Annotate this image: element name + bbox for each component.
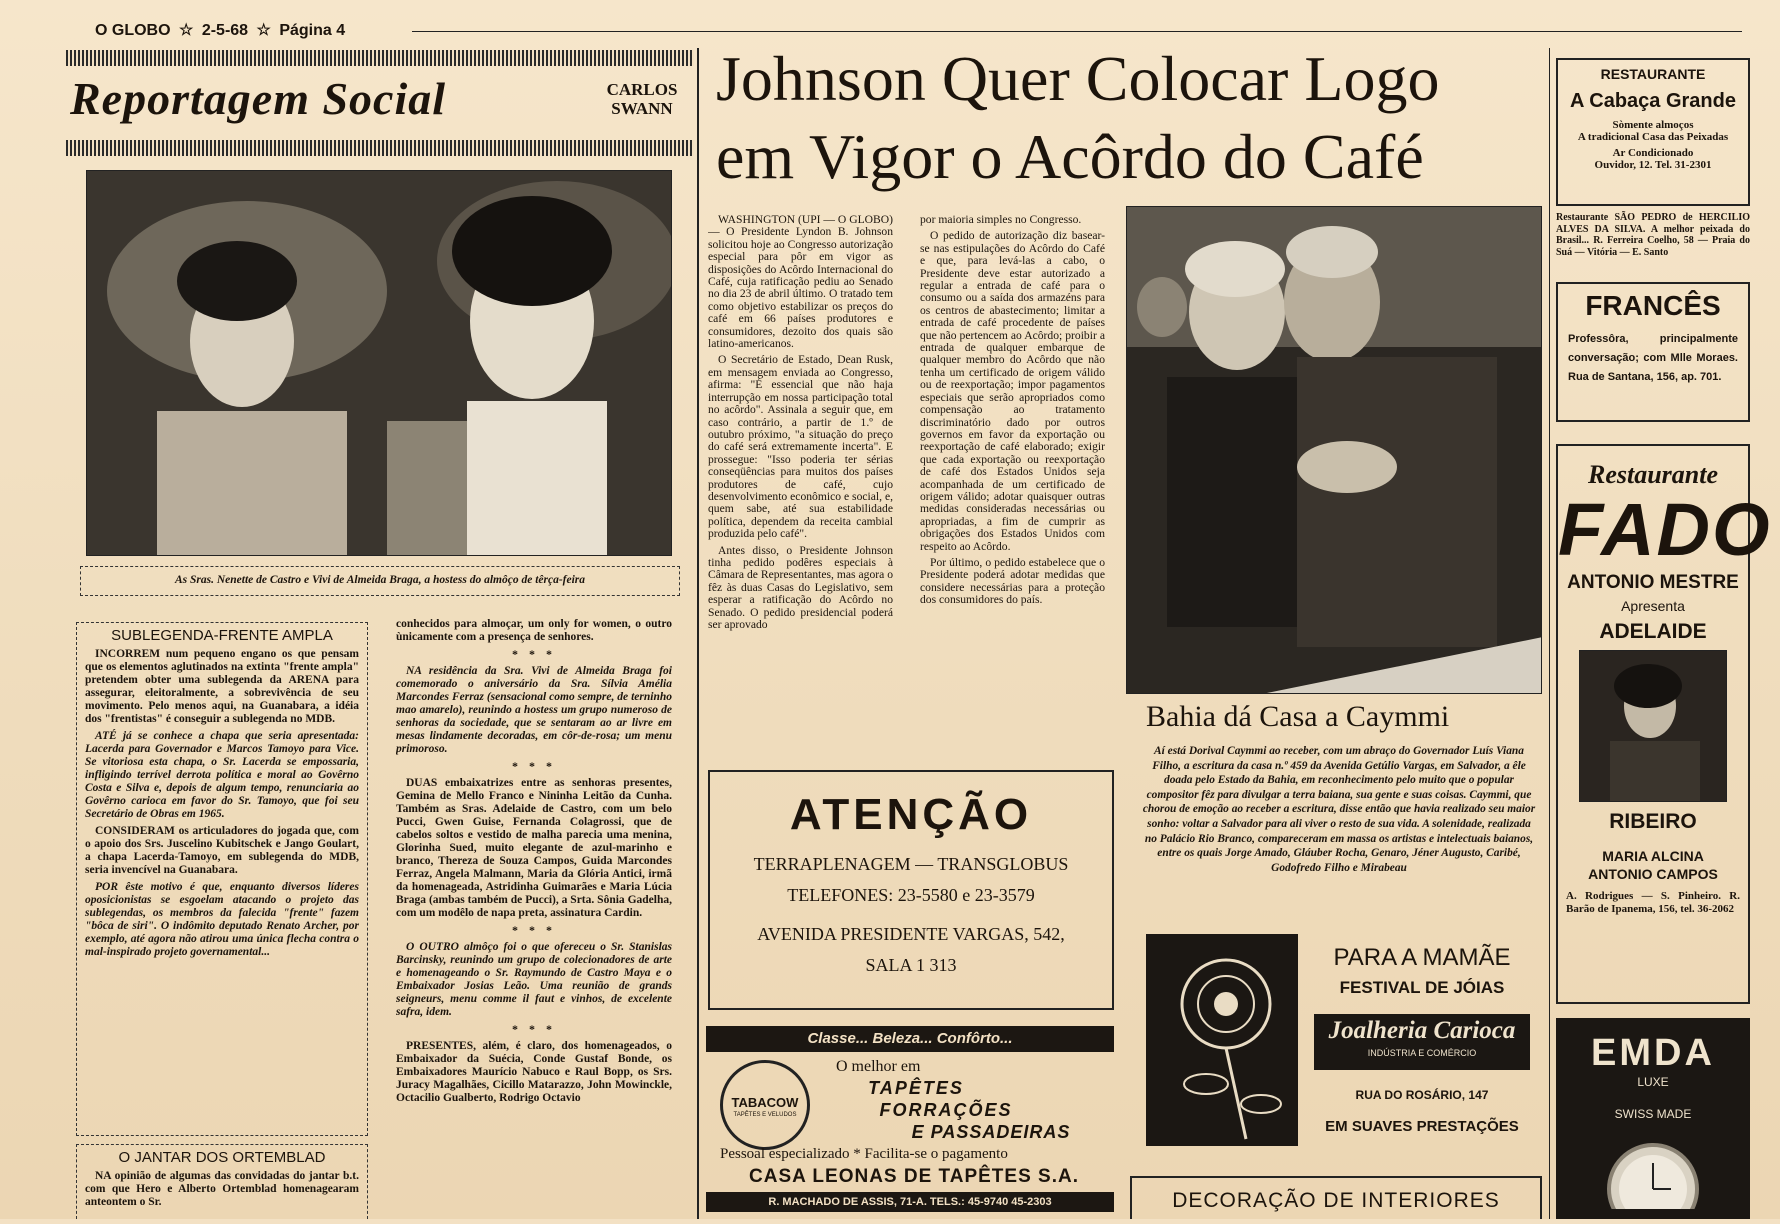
ad-fado-address: A. Rodrigues — S. Pinheiro. R. Barão de Ipanema, 156, tel. 36-2062 bbox=[1566, 890, 1740, 915]
star-icon: ☆ bbox=[179, 22, 194, 39]
ad-decoracao-title: DECORAÇÃO DE INTERIORES bbox=[1172, 1189, 1500, 1212]
separator-stars: * * * bbox=[512, 647, 556, 661]
ad-fado-presents: Apresenta bbox=[1621, 598, 1685, 614]
page-number: Página 4 bbox=[279, 22, 346, 39]
separator-stars: * * * bbox=[512, 923, 556, 937]
ad-tabacow-banner: Classe... Beleza... Confôrto... bbox=[706, 1026, 1114, 1052]
headline-line-2: em Vigor o Acôrdo do Café bbox=[716, 121, 1424, 192]
column-author bbox=[592, 80, 692, 124]
caymmi-photo bbox=[1126, 206, 1542, 694]
ad-cabaca-line-1: Sòmente almoços bbox=[1612, 119, 1694, 131]
ad-fado bbox=[1556, 444, 1772, 1004]
article-p6: Por último, o pedido estabelece que o Presidente poderá adotar medidas que considere necessárias para a proteção dos consumidores do país. bbox=[920, 555, 1105, 607]
ad-fado-artist-3: ANTONIO CAMPOS bbox=[1588, 866, 1718, 882]
column-title: Reportagem Social bbox=[70, 73, 447, 124]
ad-emda bbox=[1556, 1018, 1750, 1219]
caymmi-photo-image bbox=[1127, 207, 1542, 694]
ad-cabaca-line-3: Ar Condicionado bbox=[1612, 147, 1694, 159]
ad-tabacow-line-5: Pessoal especializado * Facilita-se o pagamento bbox=[720, 1146, 1008, 1162]
tabacow-logo-text: TABACOW bbox=[731, 1095, 799, 1110]
social-photo-image bbox=[87, 171, 672, 556]
sublegenda-body bbox=[85, 648, 359, 959]
article-p5: O pedido de autorização diz basear-se nas estipulações do Acôrdo do Café e que, para levá-las a cabo, o Presidente deve estar autorizado a regular a entrada de café para o consumo ou a saída dos armazéns para os centros de abastecimento; limitar a entrada de café procedente de países que não pertencem ao Acôrdo; proibir a entrada de qualquer embarque de qualquer membro do Acôrdo que não tenha um certificado de origem válido ou de reexportação; impor pagamentos especiais que serão apropriados como compensação ao tratamento discriminatório dado por outros governos em favor da exportação ou reexportação de café elaborado; exigir que cada exportação ou reexportação de café dos Estados Unidos seja acompanhada de um certificado de origem válido; adotar quaisquer outras medidas consideradas necessárias ou apropriadas, a fim de cumprir as obrigações dos Estados Unidos com respeito ao Acôrdo. bbox=[920, 229, 1105, 553]
joalheria-brand-box bbox=[1314, 1014, 1530, 1070]
jantar-p1: NA opinião de algumas das convidadas do jantar b.t. com que Hero e Alberto Ortemblad homenagearam anteontem o Sr. bbox=[85, 1170, 359, 1208]
ad-emda-brand: EMDA bbox=[1591, 1032, 1715, 1074]
ad-tabacow-line-2: TAPÊTES bbox=[868, 1078, 964, 1098]
right-column-divider bbox=[1549, 48, 1550, 1219]
separator-stars: * * * bbox=[512, 1022, 556, 1036]
masthead bbox=[95, 20, 415, 42]
sublegenda-box bbox=[76, 622, 368, 1136]
social-p2: DUAS embaixatrizes entre as senhoras presentes, Gemina de Mello Franco e Nininha Leitão da Cunha. Também as Sras. Adelaide de Castro, com um belo Pucci, Gwen Guise, Fernanda Colagrossi, que de cabelos soltos e vestido de malha parecia uma menina, Glorinha Sued, muito elegante de azul-marinho e branco, Thereza de Souza Campos, Guida Marcondes Ferraz, Angela Malmann, Maria da Glória Antici, irmã da homenageada, Astridinha Guimarães e Maria Lúcia Braga (ambas também de Pucci), a Srta. Sônia Gadelha, com um modêlo de napa preta, assinatura Cardin. bbox=[396, 777, 672, 919]
tabacow-logo-sub: TAPÊTES E VELUDOS bbox=[733, 1112, 797, 1118]
social-column-2 bbox=[396, 618, 672, 1219]
ad-fado-artist-photo bbox=[1579, 650, 1727, 802]
ad-decoracao bbox=[1130, 1176, 1542, 1219]
tabacow-logo bbox=[720, 1060, 810, 1150]
sublegenda-p3: CONSIDERAM os articuladores do jogada que, com o apoio dos Srs. Juscelino Kubitschek e Jango Goulart, a chapa Lacerda-Tamoyo, em sublegenda do MDB, seria invencível na Guanabara. bbox=[85, 825, 359, 876]
ad-frances-text: Professôra, principalmente conversação; com Mlle Moraes. Rua de Santana, 156, ap. 701. bbox=[1568, 333, 1738, 383]
article-column-1 bbox=[708, 214, 893, 764]
author-first-name: CARLOS bbox=[606, 80, 678, 99]
article-p3: Antes disso, o Presidente Johnson tinha pedido podêres especiais à Câmara de Representantes, mas agora o fêz às duas Casas do Legislativo, sem esperar a ratificação do Acôrdo no Senado. O pedido presidencial poderá ser aprovado bbox=[708, 543, 893, 631]
ad-joalheria-line-1: PARA A MAMÃE bbox=[1333, 944, 1511, 971]
ad-atencao bbox=[708, 770, 1114, 1010]
sublegenda-p2: ATÉ já se conhece a chapa que seria apresentada: Lacerda para Governador e Marcos Tamoyo para Vice. Se vitoriosa esta chapa, o Sr. Lacerda se empossaria, infligindo terrível derrota política e moral ao Govêrno Costa e Silva e, depois de algum tempo, renunciaria ao Govêrno carioca em favor do Sr. Tamoyo, que foi seu Secretário de Obras em 1965. bbox=[85, 730, 359, 820]
ad-joalheria-terms: EM SUAVES PRESTAÇÕES bbox=[1325, 1118, 1519, 1135]
ad-cabaca-line-2: A tradicional Casa das Peixadas bbox=[1577, 131, 1729, 143]
ad-cabaca bbox=[1556, 58, 1750, 206]
star-icon: ☆ bbox=[256, 22, 271, 39]
artist-photo-image bbox=[1580, 651, 1726, 801]
social-p0: conhecidos para almoçar, um only for women, o outro ùnicamente com a presença de senhores. bbox=[396, 618, 672, 643]
social-photo-caption: As Sras. Nenette de Castro e Vivi de Almeida Braga, a hostess do almôço de têrça-feira bbox=[80, 566, 680, 596]
jantar-heading: O JANTAR DOS ORTEMBLAD bbox=[118, 1149, 326, 1166]
ad-atencao-title: ATENÇÃO bbox=[789, 790, 1033, 839]
ad-frances bbox=[1556, 282, 1750, 422]
ad-frances-title: FRANCÊS bbox=[1585, 290, 1721, 321]
column-header-bar-top bbox=[66, 50, 694, 66]
ad-emda-luxe: LUXE bbox=[1637, 1075, 1669, 1089]
ad-fado-script: Restaurante bbox=[1587, 460, 1719, 489]
rose-illustration bbox=[1146, 934, 1298, 1146]
headline-line-1: Johnson Quer Colocar Logo bbox=[716, 43, 1440, 114]
sublegenda-p4: POR êste motivo é que, enquanto diversos líderes oposicionistas se esgoelam atacando o projeto das sublegendas, os membros da falecida "frente" fazem "bôca de siri". O indômito deputado Renato Archer, por exemplo, até agora não atirou uma única flecha contra o mal-inspirado projeto governamental... bbox=[85, 881, 359, 958]
ad-joalheria bbox=[1146, 928, 1538, 1154]
ad-atencao-line-3: AVENIDA PRESIDENTE VARGAS, 542, bbox=[757, 924, 1065, 944]
article-p1: WASHINGTON (UPI — O GLOBO) — O Presidente Lyndon B. Johnson solicitou hoje ao Congresso autorização especial para pôr em vigor as disposições do Acôrdo Internacional do Café, cuja ratificação pediu ao Senado no dia 23 de abril último. O tratado tem como objetivo estabilizar os preços do café em 66 países produtores e consumidores, dezoito dos quais são latino-americanos. bbox=[708, 214, 893, 351]
ad-emda-swiss: SWISS MADE bbox=[1614, 1107, 1692, 1121]
ad-tabacow-line-7: R. MACHADO DE ASSIS, 71-A. TELS.: 45-9740 45-2303 bbox=[706, 1192, 1114, 1212]
ad-fado-artist-2: MARIA ALCINA bbox=[1602, 848, 1704, 864]
ad-fado-owner: ANTONIO MESTRE bbox=[1567, 572, 1739, 593]
ad-atencao-line-4: SALA 1 313 bbox=[865, 955, 957, 975]
ad-fado-artist-1b: RIBEIRO bbox=[1609, 810, 1697, 833]
article-column-2 bbox=[920, 214, 1105, 764]
issue-date: 2-5-68 bbox=[201, 22, 249, 39]
ad-tabacow-line-1: O melhor em bbox=[836, 1058, 921, 1075]
article-p2: O Secretário de Estado, Dean Rusk, em mensagem enviada ao Congresso, afirma: "É essencial que não haja interrupção em nossa participação total no acôrdo". Assinala a seguir que, em caso contrário, a partir de 1.º de outubro próximo, "a situação do preço do café será extremamente incerta". E prossegue: "Isso poderia ter sérias conseqüências para muitos dos países produtores de café, cujo desenvolvimento econômico e social, e, quem sabe, até sua estabilidade política, dependem da receita cambial produzida pelo café". bbox=[708, 353, 893, 541]
ad-joalheria-line-2: FESTIVAL DE JÓIAS bbox=[1339, 978, 1505, 997]
sublegenda-p1: INCORREM num pequeno engano os que pensam que os elementos aglutinados na extinta "frente ampla" pretendem obter uma sublegenda da ARENA para assegurar, eleitoralmente, a sobrevivência de seu movimento. Pelo menos aqui, na Guanabara, a idéia dos "frentistas" é conseguir a sublegenda no MDB. bbox=[85, 648, 359, 725]
ad-tabacow-line-6: CASA LEONAS DE TAPÊTES S.A. bbox=[749, 1166, 1079, 1187]
rose-icon bbox=[1146, 934, 1298, 1146]
ad-atencao-line-1: TERRAPLENAGEM — TRANSGLOBUS bbox=[753, 854, 1069, 874]
column-header-bar-bottom bbox=[66, 140, 694, 156]
column-divider bbox=[697, 48, 699, 1219]
caymmi-title: Bahia dá Casa a Caymmi bbox=[1146, 700, 1450, 733]
social-p4: PRESENTES, além, é claro, dos homenageados, o Embaixador da Suécia, Conde Gustaf Bonde, os Embaixadores Maurício Nabuco e Raul Bopp, os Srs. Juracy Magalhães, Cicillo Matarazzo, John Mowinckle, Octacilio Gualberto, Rodrigo Octavio bbox=[396, 1040, 672, 1104]
ad-fado-artist-1: ADELAIDE bbox=[1599, 620, 1707, 643]
joalheria-brand-sub: INDÚSTRIA E COMÉRCIO bbox=[1367, 1048, 1477, 1058]
social-p3: O OUTRO almôço foi o que ofereceu o Sr. Stanislas Barcinsky, reunindo um grupo de colecionadores de arte e homenageando o Sr. Raymundo de Castro Maya e o Embaixador Josias Leão. Uma reunião de grands seigneurs, menu comme il faut e vinhos, de excelente safra, idem. bbox=[396, 941, 672, 1018]
article-p4: por maioria simples no Congresso. bbox=[920, 214, 1082, 226]
ad-joalheria-address: RUA DO ROSÁRIO, 147 bbox=[1355, 1088, 1489, 1102]
author-last-name: SWANN bbox=[611, 99, 673, 118]
ad-atencao-line-2: TELEFONES: 23-5580 e 23-3579 bbox=[787, 885, 1035, 905]
caymmi-caption: Aí está Dorival Caymmi ao receber, com um abraço do Governador Luís Viana Filho, a escritura da casa n.º 459 da Avenida Getúlio Vargas, em Salvador, a êle doada pelo Estado da Bahia, em reconhecimento pelo muito que o popular compositor fêz para divulgar a terra baiana, sua gente e suas coisas. Caymmi, que chorou de emoção ao receber a escritura, disse então que havia realizado seu maior sonho: voltar a Salvador para ali viver o resto de sua vida. A solenidade, realizada no Palácio Rio Branco, compareceram em massa os artistas e intelectuais baianos, entre os quais Jorge Amado, Gláuber Rocha, Genaro, Jéner Augusto, Caribé, Godofredo Filho e Mirabeau bbox=[1142, 745, 1536, 874]
ad-cabaca-line-4: Ouvidor, 12. Tel. 31-2301 bbox=[1594, 159, 1712, 171]
watch-icon bbox=[1593, 1129, 1713, 1209]
sublegenda-heading: SUBLEGENDA-FRENTE AMPLA bbox=[111, 627, 333, 644]
headline bbox=[716, 40, 1536, 200]
ad-cabaca-name: A Cabaça Grande bbox=[1570, 90, 1736, 112]
jantar-box bbox=[76, 1144, 368, 1219]
ad-sao-pedro: Restaurante SÃO PEDRO de HERCILIO ALVES DA SILVA. A melhor peixada do Brasil... R. Ferreira Coelho, 58 — Praia do Suá — Vitória — E. Santo bbox=[1556, 212, 1750, 258]
separator-stars: * * * bbox=[512, 759, 556, 773]
joalheria-brand: Joalheria Carioca bbox=[1328, 1017, 1516, 1044]
ad-tabacow bbox=[706, 1026, 1114, 1219]
social-p1: NA residência da Sra. Vivi de Almeida Braga foi comemorado o aniversário da Sra. Sílvia Amélia Marcondes Ferraz (sensacional como sempre, de terninho mao amarelo), reunindo a hostess um grupo numeroso de senhoras da sociedade, que se sentaram ao ar livre em mesas lindamente decoradas, em côr-de-rosa; um menu primoroso. bbox=[396, 665, 672, 755]
social-photo bbox=[86, 170, 672, 556]
masthead-rule bbox=[412, 31, 1742, 32]
jantar-body bbox=[85, 1170, 359, 1209]
ad-tabacow-line-4: E PASSADEIRAS bbox=[911, 1122, 1071, 1142]
ad-tabacow-line-3: FORRAÇÕES bbox=[879, 1100, 1013, 1120]
ad-cabaca-label: RESTAURANTE bbox=[1600, 66, 1706, 82]
ad-fado-big: FADO bbox=[1558, 488, 1772, 571]
paper-name: O GLOBO bbox=[95, 22, 171, 39]
